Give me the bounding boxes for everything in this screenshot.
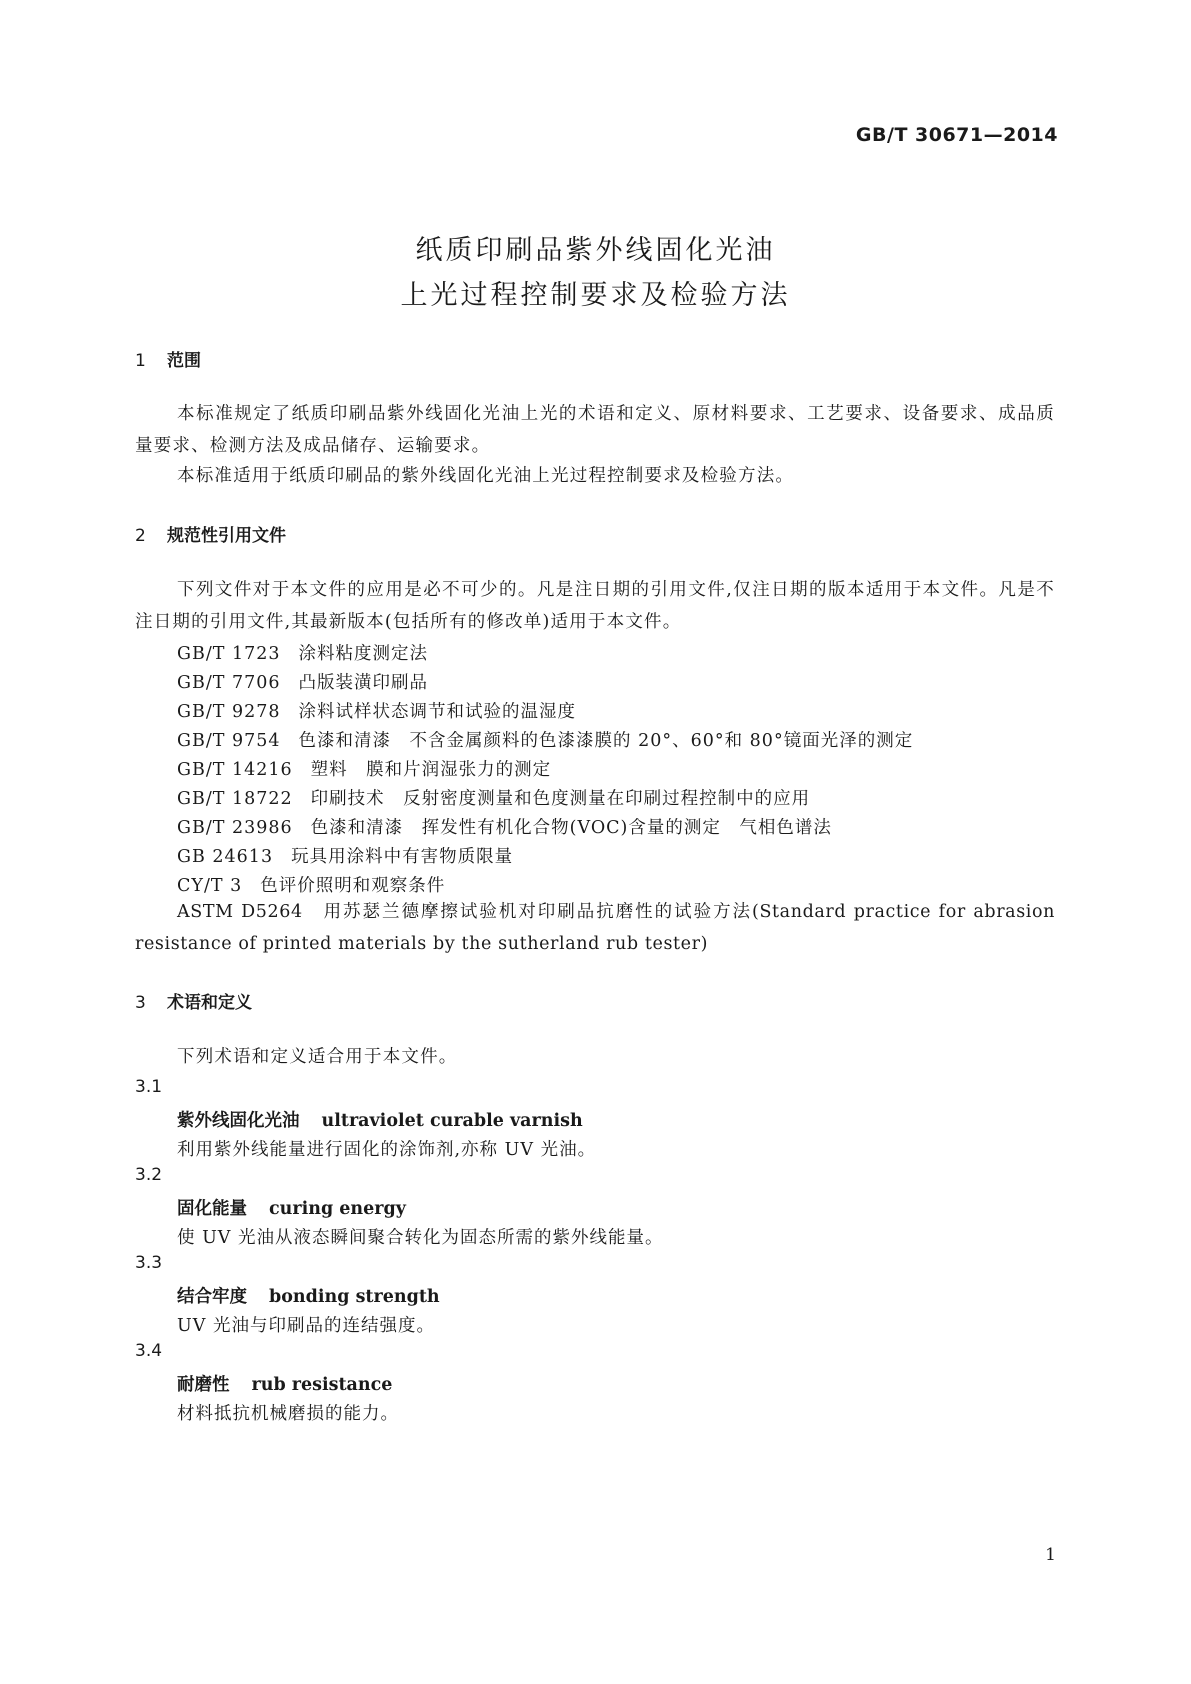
reference-item-astm: ASTM D5264 用苏瑟兰德摩擦试验机对印刷品抗磨性的试验方法(Standard practice for abrasion resistance of printed materials by the sutherland rub tester)	[135, 902, 1055, 954]
reference-item	[177, 872, 445, 897]
reference-item	[177, 727, 913, 752]
section-title: 术语和定义	[167, 993, 252, 1013]
scope-paragraph-2: 本标准适用于纸质印刷品的紫外线固化光油上光过程控制要求及检验方法。	[177, 466, 795, 486]
section-title: 范围	[167, 351, 201, 371]
term-definition: 使 UV 光油从液态瞬间聚合转化为固态所需的紫外线能量。	[177, 1228, 664, 1248]
reference-title: 印刷技术 反射密度测量和色度测量在印刷过程控制中的应用	[310, 789, 811, 809]
term-heading	[177, 1371, 392, 1396]
section-heading-normative-references	[135, 521, 286, 546]
term-heading	[177, 1283, 440, 1308]
reference-code: GB/T 23986	[177, 818, 293, 838]
reference-item	[177, 785, 810, 810]
term-en: curing energy	[269, 1199, 406, 1219]
term-zh: 结合牢度	[177, 1287, 247, 1307]
term-zh: 紫外线固化光油	[177, 1111, 300, 1131]
reference-title: 涂料粘度测定法	[298, 644, 429, 664]
reference-item	[177, 669, 428, 694]
document-title-line-2: 上光过程控制要求及检验方法	[400, 280, 791, 311]
term-number: 3.4	[135, 1341, 163, 1361]
term-number: 3.2	[135, 1165, 163, 1185]
reference-title: 色评价照明和观察条件	[260, 876, 446, 896]
reference-title: 涂料试样状态调节和试验的温湿度	[298, 702, 577, 722]
term-definition: UV 光油与印刷品的连结强度。	[177, 1316, 435, 1336]
page-number: 1	[1045, 1545, 1056, 1565]
term-zh: 耐磨性	[177, 1375, 230, 1395]
terms-intro: 下列术语和定义适合用于本文件。	[177, 1047, 458, 1067]
reference-code: GB/T 1723	[177, 644, 281, 664]
term-definition: 材料抵抗机械磨损的能力。	[177, 1404, 399, 1424]
term-heading	[177, 1107, 583, 1132]
reference-item	[177, 698, 576, 723]
reference-title: 色漆和清漆 不含金属颜料的色漆漆膜的 20°、60°和 80°镜面光泽的测定	[298, 731, 914, 751]
normative-intro: 下列文件对于本文件的应用是必不可少的。凡是注日期的引用文件,仅注日期的版本适用于本文件。凡是不注日期的引用文件,其最新版本(包括所有的修改单)适用于本文件。	[135, 580, 1055, 632]
document-title-line-1: 纸质印刷品紫外线固化光油	[415, 235, 776, 266]
reference-code: GB/T 7706	[177, 673, 281, 693]
reference-item	[177, 756, 551, 781]
reference-code: GB/T 18722	[177, 789, 293, 809]
term-en: ultraviolet curable varnish	[321, 1111, 583, 1131]
reference-item	[177, 843, 513, 868]
section-number: 3	[135, 993, 146, 1013]
term-heading	[177, 1195, 406, 1220]
reference-title: 色漆和清漆 挥发性有机化合物(VOC)含量的测定 气相色谱法	[310, 818, 832, 838]
section-number: 1	[135, 351, 146, 371]
section-heading-scope	[135, 346, 201, 371]
term-definition: 利用紫外线能量进行固化的涂饰剂,亦称 UV 光油。	[177, 1140, 597, 1160]
term-en: rub resistance	[251, 1375, 393, 1395]
reference-code: GB/T 14216	[177, 760, 293, 780]
section-title: 规范性引用文件	[167, 526, 286, 546]
term-number: 3.1	[135, 1077, 163, 1097]
reference-code: GB/T 9278	[177, 702, 281, 722]
reference-code: GB 24613	[177, 847, 274, 867]
section-number: 2	[135, 526, 146, 546]
standard-code: GB/T 30671—2014	[855, 124, 1058, 146]
reference-title: 凸版装潢印刷品	[298, 673, 429, 693]
term-zh: 固化能量	[177, 1199, 247, 1219]
section-heading-terms	[135, 988, 252, 1013]
reference-title: 玩具用涂料中有害物质限量	[291, 847, 514, 867]
scope-paragraph-1: 本标准规定了纸质印刷品紫外线固化光油上光的术语和定义、原材料要求、工艺要求、设备要求、成品质量要求、检测方法及成品储存、运输要求。	[135, 404, 1055, 456]
reference-item	[177, 640, 428, 665]
reference-code: CY/T 3	[177, 876, 243, 896]
reference-title: 塑料 膜和片润湿张力的测定	[310, 760, 552, 780]
reference-item	[177, 814, 832, 839]
reference-code: GB/T 9754	[177, 731, 281, 751]
term-en: bonding strength	[269, 1287, 440, 1307]
term-number: 3.3	[135, 1253, 163, 1273]
